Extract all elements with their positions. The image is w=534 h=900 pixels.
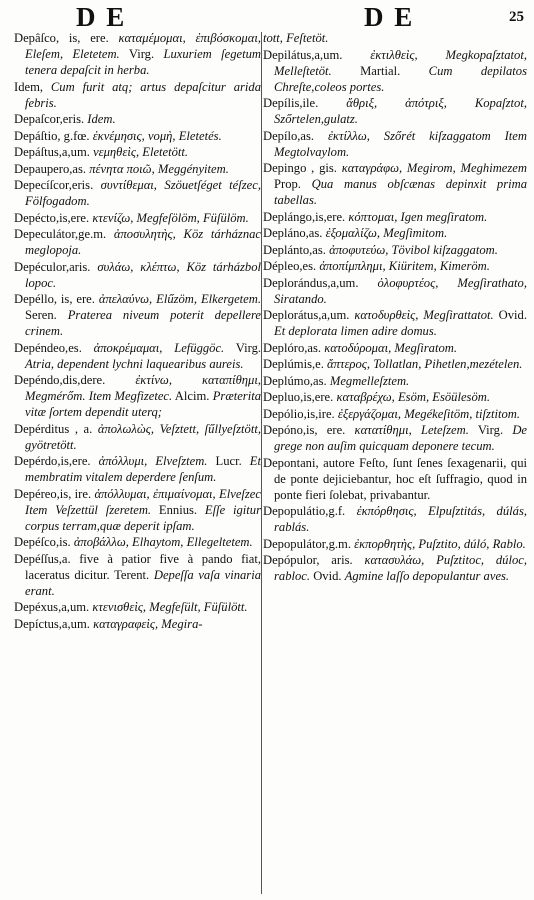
latin-citation: Ovid. [498, 308, 527, 322]
headword: Depérdo,is,ere. [14, 454, 91, 468]
hungarian-translation: Elűzöm, Elkergetem. [156, 292, 261, 306]
greek-equivalent: ἐκπορθητὴς, [354, 536, 416, 551]
headword: Depéxus,a,um. [14, 600, 90, 614]
greek-equivalent: ἀπελαύνω, [98, 292, 153, 306]
quotation: Atria, dependent lychni laquearibus aureis. [25, 356, 244, 371]
hungarian-translation: Elveſztem. [155, 454, 208, 468]
headword: Depluo,is,ere. [263, 390, 334, 404]
dictionary-entry [263, 242, 527, 258]
column-divider [261, 32, 262, 894]
hungarian-translation: Lefüggöc. [174, 340, 225, 355]
headword: Depéſſus,a. [14, 551, 71, 566]
latin-citation: Ovid. [313, 569, 342, 583]
greek-equivalent: ἐκτίνω, καταπίθημι, [135, 373, 261, 387]
latin-citation: five à patior five à pando fiat, laceratus dicitur. Terent. [25, 551, 261, 582]
quotation: Et deplorata limen adire domus. [274, 324, 437, 338]
dictionary-entry [14, 599, 261, 615]
dictionary-entry [263, 209, 527, 225]
hungarian-translation: Megirom, Meghimezem [406, 161, 527, 175]
headword: Depéreo,is, ire. [14, 486, 92, 501]
greek-equivalent: ἀπόλλυμαι, ἐπιμαίνομαι, [94, 486, 216, 501]
quotation: Agmine laſſo depopulantur aves. [344, 569, 510, 583]
greek-equivalent: κατασυλάω, [364, 553, 425, 567]
headword: Depaſcor,eris. [14, 112, 85, 126]
greek-equivalent: ἐκπόρθησις, [356, 504, 417, 518]
latin-citation: Seren. [25, 308, 57, 322]
quotation: De grege non auſim quicquam deponere tecum. [274, 423, 527, 453]
headword: Deplúmis,e. [263, 357, 324, 371]
headword: Depopulátor,g.m. [263, 536, 351, 551]
hungarian-translation: Tövibol kiſzaggatom. [391, 242, 498, 257]
latin-citation: Lucr. [215, 454, 242, 468]
headword: Depingo , gis. [263, 161, 337, 175]
latin-citation: Virg. [235, 340, 261, 355]
headword: Depécto,is,ere. [14, 210, 90, 225]
headword: Depontani, [263, 455, 319, 470]
headword: Deplángo,is,ere. [263, 209, 346, 224]
headword: Depílo,as. [263, 128, 315, 143]
dictionary-entry [263, 503, 527, 535]
dictionary-entry [263, 455, 527, 503]
dictionary-entry [14, 111, 261, 127]
dictionary-entry [14, 210, 261, 226]
left-column [14, 30, 261, 894]
dictionary-entry [263, 373, 527, 389]
greek-equivalent: ἐκνέμησις, νομὴ, [92, 128, 176, 143]
latin-citation: Alcim. [174, 389, 210, 403]
hungarian-translation: Igen megſiratom. [400, 209, 488, 224]
headword: Deplánto,as. [263, 242, 326, 257]
dictionary-entry [14, 372, 261, 420]
greek-equivalent: πένητα ποιῶ, [89, 161, 155, 176]
hungarian-translation: Megſiratom. [394, 340, 458, 355]
dictionary-entry [14, 226, 261, 258]
dictionary-entry [14, 534, 261, 550]
page-header [0, 2, 534, 32]
headword: Deplóro,as. [263, 340, 322, 355]
headword: Depauperο,as. [14, 161, 87, 176]
hungarian-translation: Tollatlan, Pihetlen,mezételen. [373, 357, 523, 371]
dictionary-entry [14, 144, 261, 160]
dictionary-entry [14, 453, 261, 485]
greek-equivalent: ἀπόλλυμι, [98, 454, 148, 468]
hungarian-translation: Eletetés. [178, 128, 222, 143]
dictionary-entry [263, 225, 527, 241]
headword: Depérditus , a. [14, 421, 93, 436]
hungarian-translation: Puſztitoc, dúloc, rabloc. [274, 553, 527, 583]
dictionary-entry [14, 421, 261, 453]
hungarian-translation: Megſimitom. [383, 226, 448, 240]
hungarian-translation: Elhaytom, Ellegeltetem. [132, 535, 253, 549]
dictionary-entry [263, 307, 527, 339]
hungarian-translation: Idem. [87, 112, 116, 126]
dictionary-entry [263, 389, 527, 405]
hungarian-translation: Szöuetſéget téſzec, Fölfogadom. [25, 178, 261, 208]
greek-equivalent: κτενίζω, [92, 210, 134, 225]
quotation: Luxuriem ſegetum tenera depaſcit in herba. [25, 47, 261, 77]
greek-equivalent: ἀποφυτεύω, [329, 242, 389, 257]
quotation: Qua manus obſcænas depinxit prima tabellas. [274, 177, 527, 207]
dictionary-entry [263, 536, 527, 552]
hungarian-translation: Szőrét kiſzaggatom Item Megtolvaylom. [274, 128, 527, 159]
hungarian-translation: Meggényitem. [157, 161, 229, 176]
page-number: 25 [509, 9, 524, 25]
greek-equivalent: νεμηθεὶς, [93, 145, 140, 159]
quotation: Et membratim vitalem deperdere ſenſum. [25, 454, 261, 484]
quotation: Præterita vitæ ſortem dependit uterq; [25, 389, 261, 419]
hungarian-translation: Eleſem, Eletetem. [25, 47, 120, 61]
hungarian-translation: Megfeſült, Füſülött. [149, 600, 248, 614]
latin-citation: Idem, [14, 79, 44, 94]
dictionary-entry [14, 259, 261, 291]
hungarian-translation: Megſirathato, Siratando. [274, 275, 527, 306]
greek-equivalent: συλάω, κλέπτω, [97, 259, 180, 274]
greek-equivalent: ἀποπίμπλημι, [319, 259, 386, 273]
headword: Depíctus,a,um. [14, 616, 90, 631]
dictionary-entry [14, 161, 261, 177]
right-column [263, 30, 527, 894]
quotation: Praterea niveum poterit depellere crinem. [25, 308, 261, 338]
headword: Dépleo,es. [263, 259, 317, 273]
dictionary-entry [263, 47, 527, 95]
greek-equivalent: ἐξεργάζομαι, [337, 406, 402, 421]
greek-equivalent: καταμέμομαι, ἐπιβόσκομαι, [118, 31, 261, 45]
hungarian-translation: Kopaſztot, Szőrtelen,gulatz. [274, 96, 527, 126]
dictionary-entry [263, 552, 527, 584]
dictionary-entry [14, 616, 261, 632]
greek-equivalent: κατατίθημι, [354, 423, 412, 437]
greek-equivalent: ἄπτερος, [327, 357, 371, 371]
hungarian-translation: Megmelleſztem. [329, 373, 410, 388]
latin-citation: Virg. [477, 423, 504, 437]
hungarian-translation: Leteſzem. [420, 423, 469, 437]
headword: Depâſco, is, ere. [14, 31, 109, 45]
greek-equivalent: κατοδυρθεὶς, [354, 308, 419, 322]
dictionary-entry [263, 128, 527, 160]
dictionary-entry [14, 30, 261, 78]
dictionary-entry [263, 356, 527, 372]
headword: Depeculátor,ge.m. [14, 227, 107, 241]
running-head-right: D E [364, 2, 415, 32]
hungarian-translation: Megſirattatot. [423, 308, 494, 322]
headword: Depéndeo,es. [14, 340, 82, 355]
dictionary-entry [263, 258, 527, 274]
hungarian-translation: Elveſzec Item Veſzettül ſzeretem. [25, 486, 261, 517]
greek-equivalent: ἐκτιλθεὶς, [370, 47, 418, 62]
hungarian-translation: Megkopaſztatot, Melleſtetöt. [274, 47, 527, 78]
greek-equivalent: ἀποβάλλω, [73, 535, 129, 549]
headword: Depílis,ile. [263, 96, 319, 110]
headword: Depopulátio,g.f. [263, 504, 346, 518]
hungarian-translation: Esöm, Esöülesöm. [397, 390, 490, 404]
latin-citation: Virg. [128, 47, 155, 61]
greek-equivalent: ἀποσυλητὴς, [113, 227, 176, 241]
dictionary-entry [263, 160, 527, 208]
dictionary-entry [263, 95, 527, 127]
greek-equivalent: ἀποκρέμαμαι, [93, 340, 163, 355]
greek-equivalent: συντίθεμαι, [100, 178, 157, 192]
headword: Deplorátus,a,um. [263, 308, 350, 322]
greek-equivalent: καταγράφω, [341, 161, 403, 175]
hungarian-translation: Köz tárháznac meglopoja. [25, 227, 261, 257]
greek-equivalent: κατοδύρομαι, [324, 340, 392, 355]
headword: Depéſco,is. [14, 535, 71, 549]
greek-equivalent: ἐκτίλλω, [327, 128, 370, 143]
greek-equivalent: κτενισθεὶς, [92, 600, 147, 614]
headword: Depéculor,aris. [14, 259, 91, 274]
dictionary-entry [14, 551, 261, 599]
greek-equivalent: καταγραφεὶς, [93, 616, 159, 631]
greek-equivalent: ἀπολωλὼς, [97, 421, 155, 436]
quotation: Cum furit atq; artus depaſcitur arida febris. [25, 79, 261, 110]
greek-equivalent: ὀλοφυρτέος, [377, 275, 439, 290]
headword: Depóno,is, ere. [263, 423, 346, 437]
dictionary-entry [14, 128, 261, 144]
quotation: Depeſſa vaſa vinaria erant. [25, 567, 261, 598]
headword: Depólio,is,ire. [263, 406, 335, 421]
headword: Depecíſcor,eris. [14, 178, 94, 192]
headword: Depáſtus,a,um. [14, 145, 90, 159]
headword: Depláno,as. [263, 226, 323, 240]
dictionary-entry [14, 79, 261, 111]
dictionary-entry [263, 406, 527, 422]
latin-citation: Prop. [274, 177, 301, 191]
headword: Depáſtio, g.fœ. [14, 128, 90, 143]
hungarian-translation: Megira- [161, 616, 203, 631]
dictionary-entry [14, 486, 261, 534]
headword: Depópulor, aris. [263, 553, 353, 567]
hungarian-translation: tott, Feſtetöt. [263, 31, 329, 45]
latin-citation: Martial. [360, 63, 401, 78]
hungarian-translation: Veſztett, ſűllyeſztött, gyötretött. [25, 421, 261, 452]
hungarian-translation: Köz tárházbol lopoc. [25, 259, 261, 290]
hungarian-translation: Eletetött. [142, 145, 189, 159]
hungarian-translation: Puſztito, dúló, Rablo. [418, 536, 526, 551]
hungarian-translation: Elpuſztitás, dúlás, rablás. [274, 504, 527, 534]
dictionary-entry [14, 291, 261, 339]
headword: Depéllo, is, ere. [14, 292, 95, 306]
headword: Deplorándus,a,um. [263, 275, 359, 290]
headword: Depéndo,dis,dere. [14, 373, 106, 387]
dictionary-entry [263, 30, 527, 46]
headword: Depilátus,a,um. [263, 47, 343, 62]
dictionary-entry [263, 422, 527, 454]
hungarian-translation: Megmérőm. Item Megfizetec. [25, 389, 173, 403]
running-head-left: D E [76, 2, 127, 32]
dictionary-entry [263, 275, 527, 307]
dictionary-entry [14, 177, 261, 209]
greek-equivalent: καταβρέχω, [336, 390, 395, 404]
headword: Deplúmo,as. [263, 373, 327, 388]
dictionary-entry [14, 340, 261, 372]
hungarian-translation: Kiüritem, Kimeröm. [388, 259, 490, 273]
quotation: Cum depilatos Chreſte,coleos portes. [274, 63, 527, 94]
hungarian-translation: Megfeſölöm, Füſülöm. [136, 210, 249, 225]
latin-citation: Ennius. [158, 502, 198, 517]
greek-equivalent: ἄθριξ, ἀπότριξ, [346, 96, 447, 110]
dictionary-entry [263, 340, 527, 356]
greek-equivalent: ἐξομαλίζω, [325, 226, 381, 240]
latin-citation: autore Feſto, ſunt ſenes ſexagenarii, qui de ponte dejiciebantur, hoc eſt ſuffragio, quod in ponte fieri ſolebat, privabantur. [274, 455, 527, 502]
greek-equivalent: κόπτομαι, [348, 209, 398, 224]
quotation: Eſſe igitur corpus terram,quæ deperit ipſam. [25, 502, 261, 533]
hungarian-translation: Megékeſitöm, tiſztitom. [404, 406, 520, 421]
